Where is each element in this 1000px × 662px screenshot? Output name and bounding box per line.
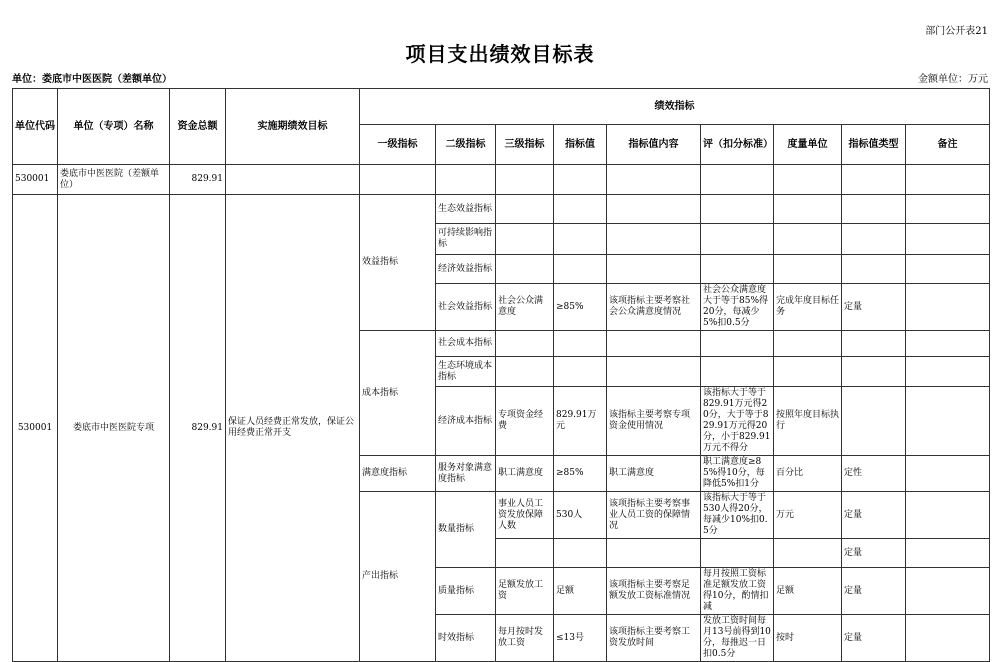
summary-row xyxy=(13,165,990,195)
header-value: 指标值 xyxy=(554,125,607,165)
header-row-1 xyxy=(13,89,990,125)
header-unit-code: 单位代码 xyxy=(13,89,58,165)
level2-cell: 社会成本指标 xyxy=(436,331,496,357)
header-level1: 一级指标 xyxy=(360,125,436,165)
performance-table xyxy=(12,88,990,662)
project-name: 娄底市中医医院专项 xyxy=(58,195,170,662)
level2-cell: 生态效益指标 xyxy=(436,195,496,224)
table-row: 产出指标 数量指标 事业人员工资发放保障人数 530人 该项指标主要考察事业人员工资的保障情况 该指标大于等于530人得20分，每减少10%扣0.5分 万元 定量 xyxy=(13,492,990,539)
header-unit-name: 单位（专项）名称 xyxy=(58,89,170,165)
header-remark: 备注 xyxy=(906,125,990,165)
header-scoring: 评（扣分标准） xyxy=(701,125,774,165)
header-level3: 三级指标 xyxy=(496,125,554,165)
header-measure-unit: 度量单位 xyxy=(774,125,842,165)
table-row: 社会效益指标 社会公众满意度 ≥85% 该项指标主要考察社会公众满意度情况 社会公众满意度大于等于85%得20分，每减少5%扣0.5分 完成年度目标任务 定量 xyxy=(13,284,990,331)
header-content: 指标值内容 xyxy=(607,125,701,165)
header-level2: 二级指标 xyxy=(436,125,496,165)
table-row: 满意度指标 服务对象满意度指标 职工满意度 ≥85% 职工满意度 职工满意度≥85%得10分，每降低5%扣1分 百分比 定性 xyxy=(13,456,990,492)
level1-benefit: 效益指标 xyxy=(360,195,436,331)
level1-satisfaction: 满意度指标 xyxy=(360,456,436,492)
level2-cell: 社会效益指标 xyxy=(436,284,496,331)
level1-cost: 成本指标 xyxy=(360,331,436,456)
level1-output: 产出指标 xyxy=(360,492,436,662)
project-fund: 829.91 xyxy=(170,195,226,662)
project-code: 530001 xyxy=(13,195,58,662)
level2-cell: 数量指标 xyxy=(436,492,496,568)
table-row: 质量指标 足额发放工资 足额 该项指标主要考察足额发放工资标准情况 每月按照工资标准足额发放工资得10分，酌情扣减 足额 定量 xyxy=(13,568,990,615)
unit-label: 单位：娄底市中医医院（差额单位） xyxy=(12,74,172,85)
level2-cell: 服务对象满意度指标 xyxy=(436,456,496,492)
summary-name: 娄底市中医医院（差额单位） xyxy=(58,165,170,195)
header-goal: 实施期绩效目标 xyxy=(226,89,360,165)
level2-cell: 质量指标 xyxy=(436,568,496,615)
project-goal: 保证人员经费正常发放，保证公用经费正常开支 xyxy=(226,195,360,662)
header-indicators: 绩效指标 xyxy=(360,89,990,125)
level2-cell: 经济效益指标 xyxy=(436,255,496,284)
table-row: 经济成本指标 专项资金经费 829.91万元 该指标主要考察专项资金使用情况 该指标大于等于829.91万元得20分，大于等于829.91万元得20分，小于829.91万元不得分 按照年度目标执行 xyxy=(13,387,990,456)
level2-cell: 可持续影响指标 xyxy=(436,224,496,255)
header-total-fund: 资金总额 xyxy=(170,89,226,165)
level2-cell: 经济成本指标 xyxy=(436,387,496,456)
page-title: 项目支出绩效目标表 xyxy=(405,42,595,66)
money-unit-label: 金额单位：万元 xyxy=(918,74,988,85)
summary-fund: 829.91 xyxy=(170,165,226,195)
level2-cell: 时效指标 xyxy=(436,615,496,662)
level2-cell: 生态环境成本指标 xyxy=(436,357,496,387)
table-row: 时效指标 每月按时发放工资 ≤13号 该项指标主要考察工资发放时间 发放工资时间每月13号前得到10分，每推迟一日扣0.5分 按时 定量 xyxy=(13,615,990,662)
header-value-type: 指标值类型 xyxy=(842,125,906,165)
form-number: 部门公开表21 xyxy=(925,26,988,37)
table-row: 定量 xyxy=(13,539,990,568)
summary-code: 530001 xyxy=(13,165,58,195)
table-row xyxy=(13,195,990,224)
